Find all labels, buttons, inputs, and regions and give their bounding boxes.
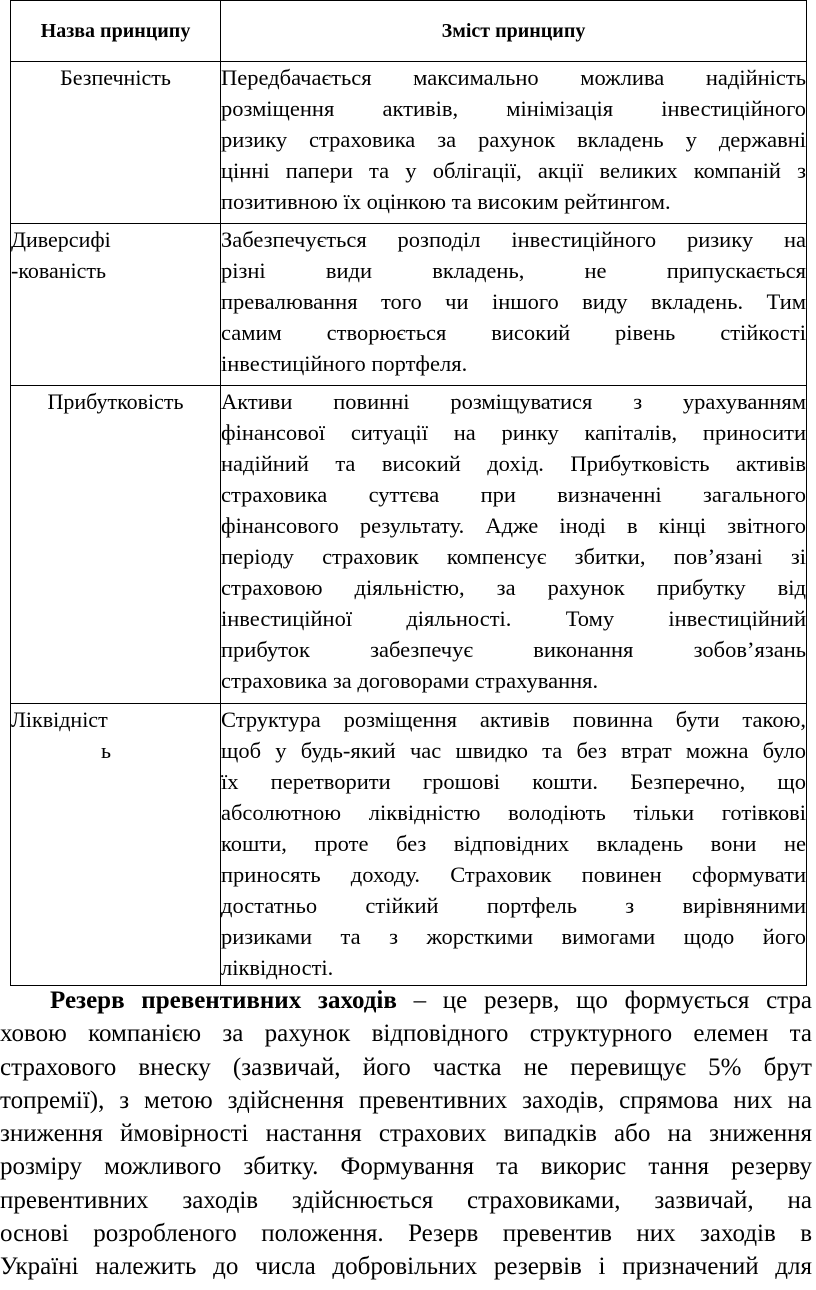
table-row: [11, 62, 807, 224]
content-line: страховика за договорами страхування.: [221, 668, 599, 693]
content-line: щоб у будь-який час швидко та без втрат можна було: [221, 738, 806, 763]
principle-content: [221, 62, 807, 224]
paragraph-line: страхового внеску (зазвичай, його частка не перевищує 5% брут: [0, 1053, 812, 1081]
term-heading: Резерв превентивних заходів: [50, 987, 397, 1014]
content-line: абсолютною ліквідністю володіють тільки готівкові: [221, 800, 806, 825]
content-line: страховика суттєва при визначенні загального: [221, 482, 806, 507]
principle-name: [11, 386, 221, 704]
content-line: прибуток забезпечує виконання зобов’язань: [221, 637, 806, 662]
content-line: ризиками та з жорсткими вимогами щодо його: [221, 924, 806, 949]
content-line: різні види вкладень, не припускається: [221, 258, 806, 283]
content-line: приносять доходу. Страховик повинен сформувати: [221, 862, 806, 887]
name-line: -кованість: [11, 258, 107, 283]
content-line: достатньо стійкий портфель з вирівняними: [221, 893, 806, 918]
content-line: позитивною їх оцінкою та високим рейтингом.: [221, 189, 671, 214]
content-line: Активи повинні розміщуватися з урахуванням: [221, 389, 806, 414]
paragraph-line: топремії), з метою здійснення превентивних заходів, спрямова них на: [0, 1086, 812, 1114]
content-line: розміщення активів, мінімізація інвестиційного: [221, 96, 806, 121]
paragraph-line: зниження ймовірності настання страхових випадків або на зниження: [0, 1120, 812, 1148]
content-line: періоду страховик компенсує збитки, пов’язані зі: [221, 544, 806, 569]
content-line: превалювання того чи іншого виду вкладень. Тим: [221, 289, 806, 314]
content-line: Структура розміщення активів повинна бути такою,: [221, 707, 806, 732]
body-paragraph: [0, 984, 812, 1284]
paragraph-line: розміру можливого збитку. Формування та викорис тання резерву: [0, 1153, 812, 1181]
name-line: ь: [101, 738, 112, 763]
principle-content: [221, 386, 807, 704]
table-row: [11, 704, 807, 986]
principle-content: [221, 224, 807, 386]
paragraph-line: превентивних заходів здійснюється страховиками, зазвичай, на: [0, 1186, 812, 1214]
paragraph-line: основі розробленого положення. Резерв превентив них заходів в: [0, 1220, 812, 1248]
name-line: Диверсифі: [11, 227, 111, 252]
principle-name: [11, 704, 221, 986]
content-line: ліквідності.: [221, 955, 334, 980]
principle-name: [11, 224, 221, 386]
paragraph-line: Україні належить до числа добровільних резервів і призначений для: [0, 1253, 812, 1281]
content-line: самим створюється високий рівень стійкості: [221, 320, 806, 345]
content-line: ризику страховика за рахунок вкладень у державні: [221, 127, 806, 152]
content-line: цінні папери та у облігації, акції великих компаній з: [221, 158, 806, 183]
paragraph-first-line: [0, 984, 812, 1017]
name-line: Прибутковість: [47, 389, 184, 414]
content-line: фінансового результату. Адже іноді в кінці звітного: [221, 513, 806, 538]
table-row: [11, 224, 807, 386]
principles-table: [10, 0, 807, 986]
header-name: Назва принципу: [11, 1, 221, 62]
content-line: Забезпечується розподіл інвестиційного ризику на: [221, 227, 806, 252]
header-content: Зміст принципу: [221, 1, 807, 62]
principle-name: [11, 62, 221, 224]
content-line: страховою діяльністю, за рахунок прибутку від: [221, 575, 806, 600]
paragraph-line: ховою компанією за рахунок відповідного структурного елемен та: [0, 1020, 812, 1048]
principle-content: [221, 704, 807, 986]
table-row: [11, 386, 807, 704]
content-line: Передбачається максимально можлива надійність: [221, 65, 806, 90]
content-line: надійний та високий дохід. Прибутковість активів: [221, 451, 806, 476]
name-line: Безпечність: [60, 65, 171, 90]
content-line: кошти, проте без відповідних вкладень вони не: [221, 831, 806, 856]
content-line: інвестиційної діяльності. Тому інвестиційний: [221, 606, 806, 631]
content-line: інвестиційного портфеля.: [221, 351, 468, 376]
table-header-row: [11, 1, 807, 62]
paragraph-first-rest: – це резерв, що формується стра: [396, 987, 812, 1014]
name-line: Ліквідніст: [11, 707, 108, 732]
content-line: фінансової ситуації на ринку капіталів, приносити: [221, 420, 806, 445]
content-line: їх перетворити грошові кошти. Безперечно, що: [221, 769, 806, 794]
